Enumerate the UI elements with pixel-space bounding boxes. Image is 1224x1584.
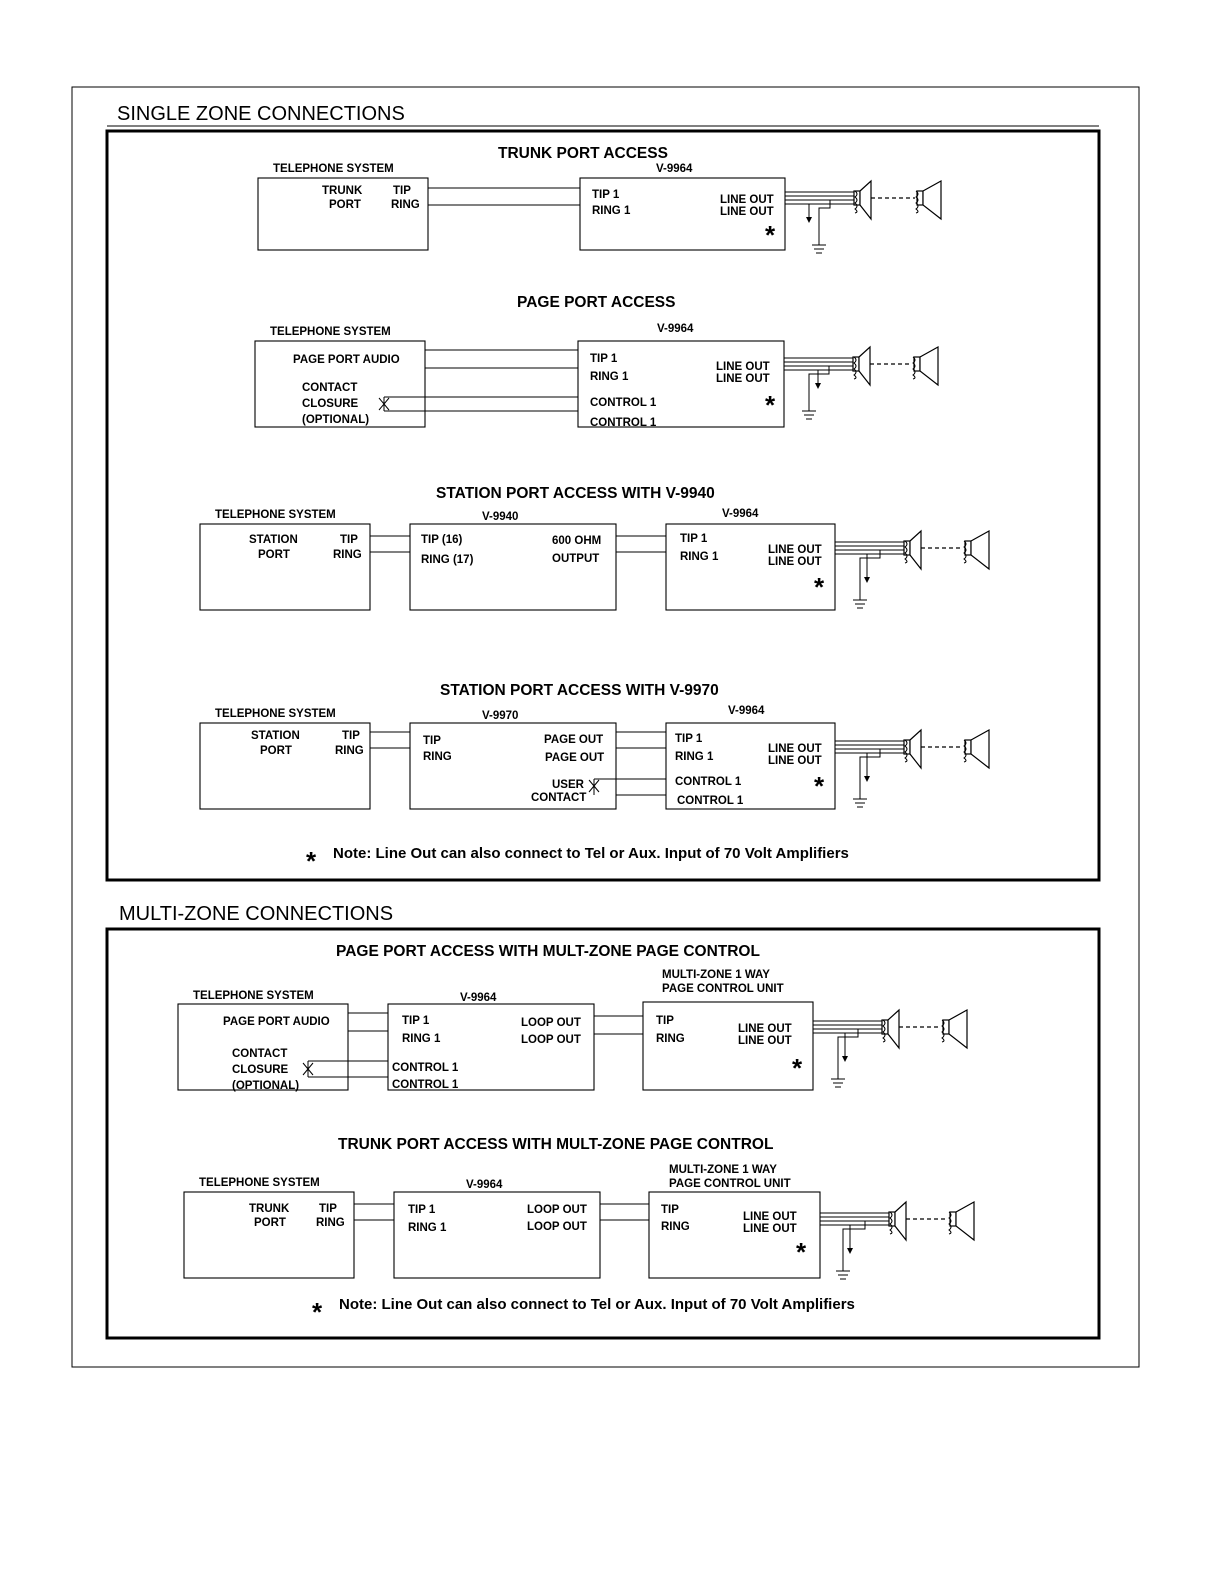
line-out-label: LINE OUT [768, 556, 822, 568]
telephone-system-label: TELEPHONE SYSTEM [199, 1177, 320, 1189]
speaker-wiring [835, 531, 989, 608]
v9940-label: V-9940 [482, 511, 519, 523]
page-out-label: PAGE OUT [544, 734, 604, 746]
contact-label: CONTACT [232, 1048, 288, 1060]
note-star: * [792, 1053, 803, 1083]
telephone-system-label: TELEPHONE SYSTEM [193, 990, 314, 1002]
multi-zone-unit-label: MULTI-ZONE 1 WAY [669, 1164, 777, 1176]
line-out-label: LINE OUT [720, 194, 774, 206]
ring1-label: RING 1 [680, 551, 719, 563]
page-port-audio-label: PAGE PORT AUDIO [293, 354, 400, 366]
ring-label: RING [656, 1033, 685, 1045]
ring1-label: RING 1 [675, 751, 714, 763]
control1-label: CONTROL 1 [590, 397, 657, 409]
contact-label: CONTACT [302, 382, 358, 394]
line-out-label: LINE OUT [720, 206, 774, 218]
tip-label: TIP [342, 730, 360, 742]
contact-x-symbol [589, 779, 599, 795]
tip1-label: TIP 1 [590, 353, 618, 365]
optional-label: (OPTIONAL) [302, 414, 370, 426]
output-label: OUTPUT [552, 553, 600, 565]
loop-out-label: LOOP OUT [527, 1221, 587, 1233]
speaker-wiring [784, 347, 938, 419]
closure-label: CLOSURE [232, 1064, 289, 1076]
tip-label: TIP [661, 1204, 679, 1216]
station-9940-diagram [200, 485, 989, 610]
telephone-system-label: TELEPHONE SYSTEM [270, 326, 391, 338]
ohm-label: 600 OHM [552, 535, 602, 547]
tip16-label: TIP (16) [421, 534, 463, 546]
telephone-system-label: TELEPHONE SYSTEM [215, 509, 336, 521]
note-star: * [796, 1237, 807, 1267]
port-label: PORT [254, 1217, 286, 1229]
page-port-audio-label: PAGE PORT AUDIO [223, 1016, 330, 1028]
page-frame [72, 87, 1139, 1367]
line-out-label: LINE OUT [743, 1223, 797, 1235]
note-star: * [765, 220, 776, 250]
line-out-note: Note: Line Out can also connect to Tel or Aux. Input of 70 Volt Amplifiers [333, 845, 849, 862]
line-out-label: LINE OUT [738, 1023, 792, 1035]
note-star: * [814, 572, 825, 602]
v9970-label: V-9970 [482, 710, 519, 722]
contact-x-symbol [303, 1061, 313, 1077]
station-9970-diagram [200, 682, 989, 809]
diagram-title: TRUNK PORT ACCESS WITH MULT-ZONE PAGE CONTROL [338, 1136, 774, 1153]
line-out-label: LINE OUT [743, 1211, 797, 1223]
ring-label: RING [391, 199, 420, 211]
control1-label: CONTROL 1 [392, 1079, 459, 1091]
mz-page-port-diagram [178, 943, 967, 1092]
line-out-label: LINE OUT [716, 361, 770, 373]
page-out-label: PAGE OUT [545, 752, 605, 764]
user-label: USER [552, 779, 584, 791]
single-zone-heading: SINGLE ZONE CONNECTIONS [117, 103, 405, 125]
line-out-label: LINE OUT [768, 755, 822, 767]
contact-x-symbol [379, 397, 389, 411]
multi-zone-heading: MULTI-ZONE CONNECTIONS [119, 903, 394, 925]
speaker-wiring [785, 181, 941, 253]
trunk-label: TRUNK [322, 185, 363, 197]
station-label: STATION [251, 730, 300, 742]
speaker-wiring [835, 730, 989, 807]
v9964-label: V-9964 [728, 705, 765, 717]
tip-label: TIP [319, 1203, 337, 1215]
ring17-label: RING (17) [421, 554, 474, 566]
line-out-label: LINE OUT [768, 544, 822, 556]
telephone-system-label: TELEPHONE SYSTEM [273, 163, 394, 175]
multi-zone-unit-label: PAGE CONTROL UNIT [662, 983, 784, 995]
v9964-label: V-9964 [466, 1179, 503, 1191]
multi-zone-unit-label: MULTI-ZONE 1 WAY [662, 969, 770, 981]
v9964-label: V-9964 [657, 323, 694, 335]
ring-label: RING [333, 549, 362, 561]
ring1-label: RING 1 [402, 1033, 441, 1045]
trunk-label: TRUNK [249, 1203, 290, 1215]
diagram-title: TRUNK PORT ACCESS [498, 145, 668, 162]
note-star: * [814, 771, 825, 801]
port-label: PORT [329, 199, 361, 211]
line-out-label: LINE OUT [768, 743, 822, 755]
v9964-label: V-9964 [722, 508, 759, 520]
control1-label: CONTROL 1 [677, 795, 744, 807]
tip1-label: TIP 1 [675, 733, 703, 745]
speaker-wiring [813, 1010, 967, 1087]
station-label: STATION [249, 534, 298, 546]
tip-label: TIP [393, 185, 411, 197]
speaker-wiring [820, 1202, 974, 1279]
tip-label: TIP [340, 534, 358, 546]
diagram-title: PAGE PORT ACCESS WITH MULT-ZONE PAGE CONTROL [336, 943, 760, 960]
v9964-label: V-9964 [460, 992, 497, 1004]
port-label: PORT [258, 549, 290, 561]
ring-label: RING [661, 1221, 690, 1233]
ring1-label: RING 1 [408, 1222, 447, 1234]
line-out-note: Note: Line Out can also connect to Tel or Aux. Input of 70 Volt Amplifiers [339, 1296, 855, 1313]
tip1-label: TIP 1 [680, 533, 708, 545]
diagram-title: PAGE PORT ACCESS [517, 294, 676, 311]
note-star: * [765, 390, 776, 420]
loop-out-label: LOOP OUT [521, 1017, 581, 1029]
loop-out-label: LOOP OUT [527, 1204, 587, 1216]
port-label: PORT [260, 745, 292, 757]
tip-label: TIP [656, 1015, 674, 1027]
closure-label: CLOSURE [302, 398, 359, 410]
ring-label: RING [316, 1217, 345, 1229]
note-star: * [312, 1297, 323, 1327]
contact-label: CONTACT [531, 792, 587, 804]
control1-label: CONTROL 1 [590, 417, 657, 429]
ring1-label: RING 1 [590, 371, 629, 383]
optional-label: (OPTIONAL) [232, 1080, 300, 1092]
tip1-label: TIP 1 [402, 1015, 430, 1027]
line-out-label: LINE OUT [716, 373, 770, 385]
single-zone-frame [107, 131, 1099, 880]
page-port-diagram [255, 294, 938, 429]
tip-label: TIP [423, 735, 441, 747]
tip1-label: TIP 1 [592, 189, 620, 201]
mz-trunk-port-diagram [184, 1136, 974, 1279]
trunk-port-diagram [258, 145, 941, 253]
ring1-label: RING 1 [592, 205, 631, 217]
diagram-title: STATION PORT ACCESS WITH V-9970 [440, 682, 719, 699]
control1-label: CONTROL 1 [675, 776, 742, 788]
telephone-system-label: TELEPHONE SYSTEM [215, 708, 336, 720]
note-star: * [306, 846, 317, 876]
line-out-label: LINE OUT [738, 1035, 792, 1047]
control1-label: CONTROL 1 [392, 1062, 459, 1074]
tip1-label: TIP 1 [408, 1204, 436, 1216]
ring-label: RING [335, 745, 364, 757]
ring-label: RING [423, 751, 452, 763]
loop-out-label: LOOP OUT [521, 1034, 581, 1046]
multi-zone-unit-label: PAGE CONTROL UNIT [669, 1178, 791, 1190]
diagram-title: STATION PORT ACCESS WITH V-9940 [436, 485, 715, 502]
v9964-label: V-9964 [656, 163, 693, 175]
